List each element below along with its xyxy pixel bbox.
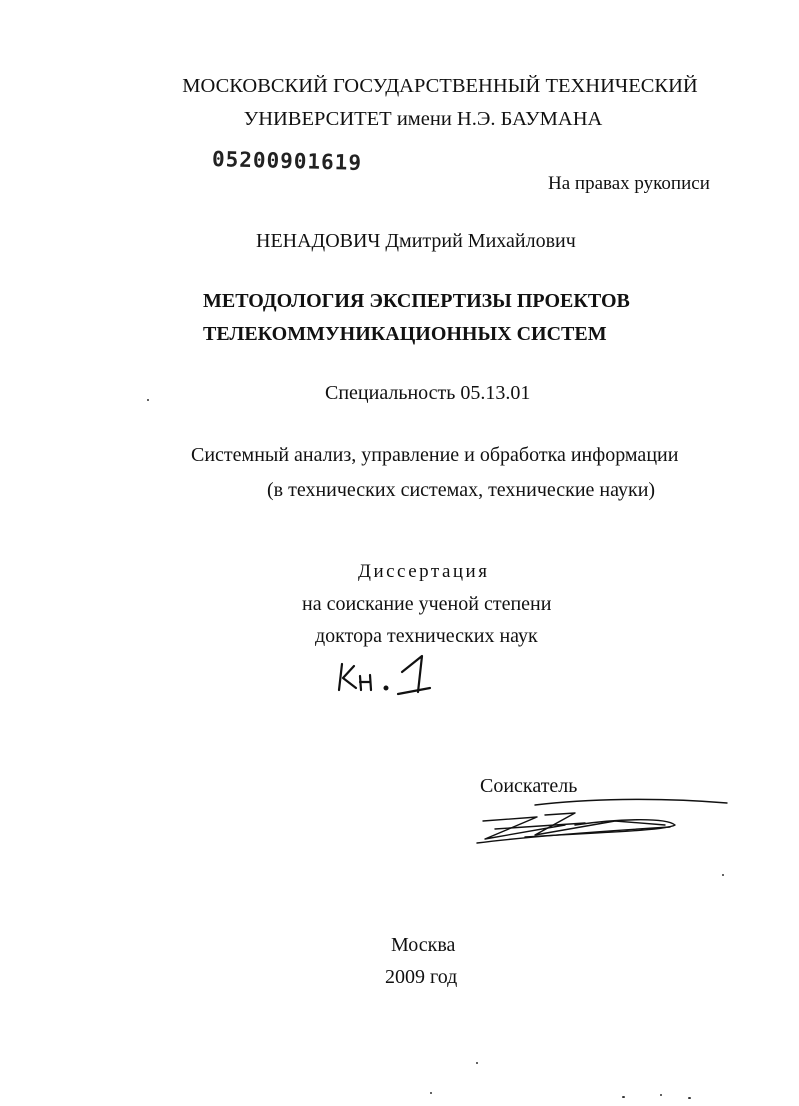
field-line-1: Системный анализ, управление и обработка информации [191,444,679,466]
thesis-title-line-1: МЕТОДОЛОГИЯ ЭКСПЕРТИЗЫ ПРОЕКТОВ [203,290,630,312]
applicant-signature [465,795,735,855]
dissertation-label: Диссертация [358,561,490,582]
degree-line-1: на соискание ученой степени [302,593,552,615]
university-line-1: МОСКОВСКИЙ ГОСУДАРСТВЕННЫЙ ТЕХНИЧЕСКИЙ [182,75,698,97]
scan-speck [722,874,724,876]
university-line-2: УНИВЕРСИТЕТ имени Н.Э. БАУМАНА [243,108,603,130]
city: Москва [391,934,456,956]
scan-speck [660,1094,662,1096]
scan-speck [147,399,149,401]
year: 2009 год [385,966,458,988]
author-name: НЕНАДОВИЧ Дмитрий Михайлович [256,230,576,252]
scan-speck [430,1092,432,1094]
scan-speck [622,1096,625,1098]
scan-speck [688,1097,691,1099]
specialty: Специальность 05.13.01 [325,382,531,404]
rights-note: На правах рукописи [548,173,710,194]
applicant-label: Соискатель [480,775,578,797]
catalog-number-stamp: 05200901619 [211,147,363,175]
thesis-title-line-2: ТЕЛЕКОММУНИКАЦИОННЫХ СИСТЕМ [203,323,607,345]
degree-line-2: доктора технических наук [315,625,538,647]
field-line-2: (в технических системах, технические науки) [267,479,656,501]
scan-speck [476,1062,478,1064]
handwritten-book-note [330,650,450,698]
